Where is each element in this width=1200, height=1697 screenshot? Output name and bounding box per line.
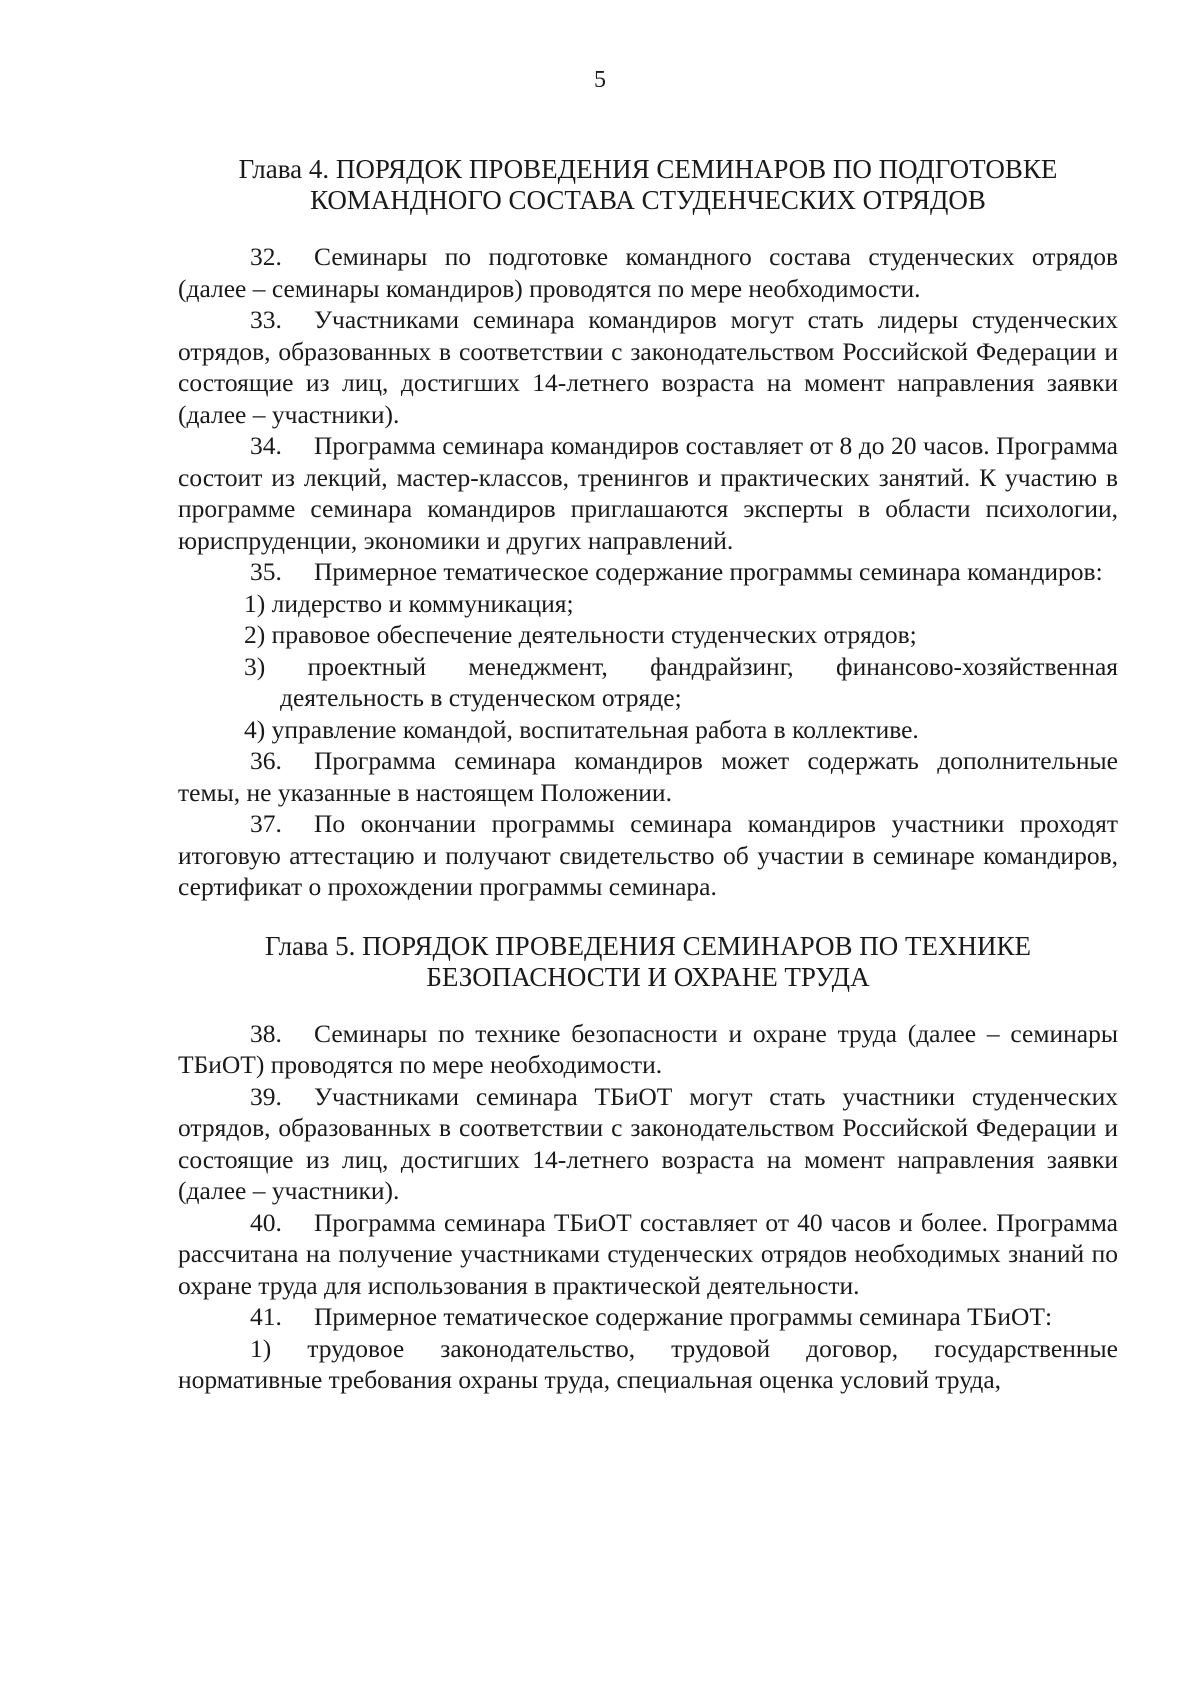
list-item: 4) управление командой, воспитательная работа в коллективе.: [244, 714, 919, 744]
paragraph-text: Участниками семинара командиров могут стать лидеры студенческих отрядов, образованных в соответствии с законодательством Российской Федерации и состоящие из лиц, достигших 14-летнего возраста на момент направления заявки (далее – участники).: [178, 305, 1118, 429]
paragraph-40: [178, 1207, 1118, 1302]
chapter-5-title: [178, 931, 1118, 993]
paragraph-number: 41.: [250, 1302, 282, 1331]
list-item: 2) правовое обеспечение деятельности студенческих отрядов;: [244, 620, 917, 649]
paragraph-text: Программа семинара командиров составляет от 8 до 20 часов. Программа состоит из лекций, мастер-классов, тренингов и практических занятий. К участию в программе семинара командиров приглашаются эксперты в области психологии, юриспруденции, экономики и других направлений.: [178, 431, 1118, 555]
paragraph-text: Программа семинара командиров может содержать дополнительные темы, не указанные в настоящем Положении.: [178, 746, 1118, 807]
paragraph-33: [178, 304, 1118, 430]
chapter-title-line: КОМАНДНОГО СОСТАВА СТУДЕНЧЕСКИХ ОТРЯДОВ: [310, 185, 986, 215]
paragraph-number: 40.: [250, 1207, 282, 1237]
document-body: [178, 154, 1118, 1396]
chapter-title-line: Глава 5. ПОРЯДОК ПРОВЕДЕНИЯ СЕМИНАРОВ ПО ТЕХНИКЕ: [264, 930, 1031, 961]
paragraph-number: 33.: [250, 305, 282, 334]
paragraph-35: [178, 556, 1118, 588]
paragraph-text: Примерное тематическое содержание программы семинара командиров:: [314, 557, 1103, 586]
paragraph-37: [178, 808, 1118, 903]
paragraph-34: [178, 430, 1118, 556]
paragraph-36: [178, 745, 1118, 808]
paragraph-number: 32.: [250, 242, 282, 271]
list-item: 1) трудовое законодательство, трудовой договор, государственные нормативные требования охраны труда, специальная оценка условий труда,: [178, 1333, 1118, 1394]
paragraph-38: [178, 1018, 1118, 1081]
paragraph-number: 39.: [250, 1081, 282, 1111]
paragraph-39: [178, 1081, 1118, 1207]
chapter-title-line: Глава 4. ПОРЯДОК ПРОВЕДЕНИЯ СЕМИНАРОВ ПО ПОДГОТОВКЕ: [238, 154, 1058, 184]
paragraph-41: [178, 1301, 1118, 1333]
page-number: 5: [594, 67, 606, 93]
paragraph-text: По окончании программы семинара командиров участники проходят итоговую аттестацию и получают свидетельство об участии в семинаре командиров, сертификат о прохождении программы семинара.: [178, 809, 1118, 901]
chapter-title-line: БЕЗОПАСНОСТИ И ОХРАНЕ ТРУДА: [426, 961, 870, 992]
paragraph-32: [178, 241, 1118, 304]
paragraph-number: 37.: [250, 809, 282, 838]
paragraph-text: Семинары по подготовке командного состава студенческих отрядов (далее – семинары командиров) проводятся по мере необходимости.: [178, 242, 1118, 303]
paragraph-number: 35.: [250, 557, 282, 586]
chapter-4-title: [178, 154, 1118, 216]
list-item: 3) проектный менеджмент, фандрайзинг, финансово-хозяйственная деятельность в студенческом отряде;: [244, 651, 1118, 712]
paragraph-text: Примерное тематическое содержание программы семинара ТБиОТ:: [314, 1302, 1053, 1331]
paragraph-text: Программа семинара ТБиОТ составляет от 40 часов и более. Программа рассчитана на получение участниками студенческих отрядов необходимых знаний по охране труда для использования в практической деятельности.: [178, 1207, 1118, 1300]
paragraph-number: 38.: [250, 1018, 282, 1048]
paragraph-number: 34.: [250, 431, 282, 460]
list-item: 1) лидерство и коммуникация;: [244, 588, 574, 618]
paragraph-number: 36.: [250, 746, 282, 775]
paragraph-text: Участниками семинара ТБиОТ могут стать участники студенческих отрядов, образованных в соответствии с законодательством Российской Федерации и состоящие из лиц, достигших 14-летнего возраста на момент направления заявки (далее – участники).: [178, 1081, 1118, 1205]
paragraph-text: Семинары по технике безопасности и охране труда (далее – семинары ТБиОТ) проводятся по мере необходимости.: [178, 1018, 1118, 1079]
